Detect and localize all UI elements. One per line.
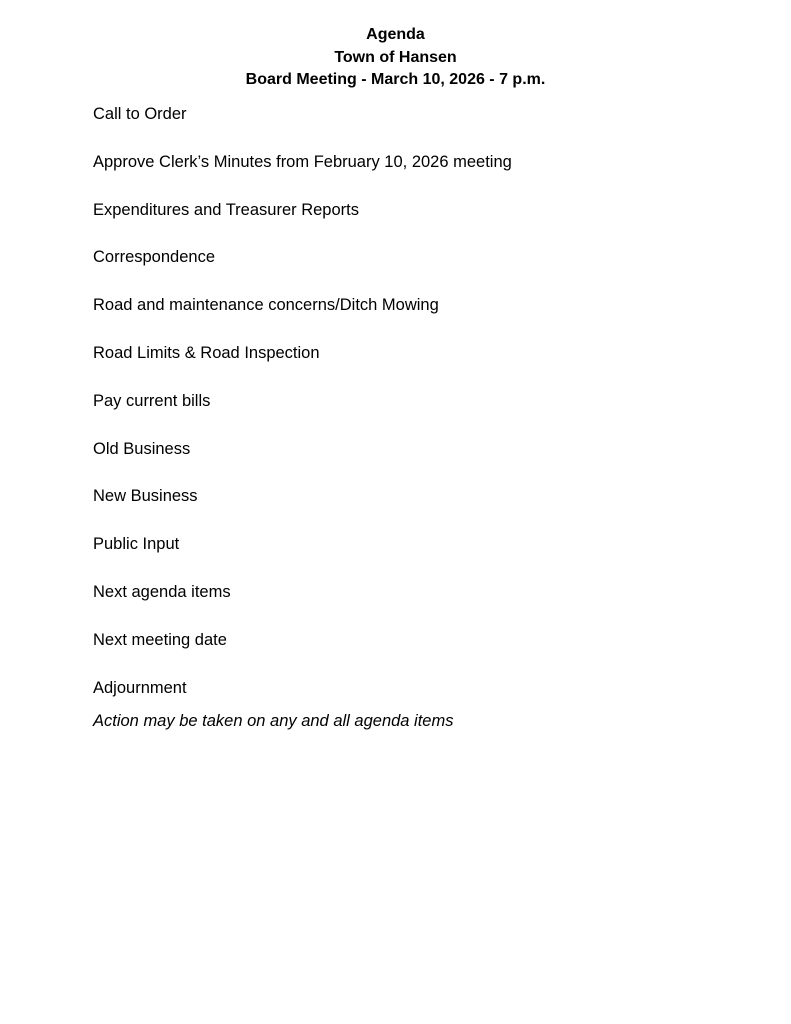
agenda-item-old-business: Old Business (93, 439, 191, 458)
agenda-item-correspondence: Correspondence (93, 248, 215, 267)
agenda-item-new-business: New Business (93, 487, 198, 506)
agenda-item-adjournment: Adjournment (93, 678, 187, 697)
agenda-item-pay-bills: Pay current bills (93, 391, 211, 410)
agenda-item-approve-minutes: Approve Clerk’s Minutes from February 10, 2026 meeting (93, 152, 512, 171)
agenda-item-public-input: Public Input (93, 535, 180, 554)
organization-name: Town of Hansen (334, 48, 457, 66)
agenda-item-call-to-order: Call to Order (93, 105, 187, 123)
agenda-header (0, 24, 791, 92)
agenda-title: Agenda (366, 26, 425, 43)
agenda-list (93, 104, 512, 698)
agenda-item-next-meeting: Next meeting date (93, 630, 227, 649)
agenda-item-next-agenda: Next agenda items (93, 582, 231, 601)
agenda-item-road-limits: Road Limits & Road Inspection (93, 343, 320, 362)
agenda-item-road-maintenance: Road and maintenance concerns/Ditch Mowing (93, 296, 439, 315)
meeting-info: Board Meeting - March 10, 2026 - 7 p.m. (245, 71, 546, 88)
action-note: Action may be taken on any and all agenda items (93, 712, 454, 730)
agenda-item-expenditures: Expenditures and Treasurer Reports (93, 200, 359, 219)
